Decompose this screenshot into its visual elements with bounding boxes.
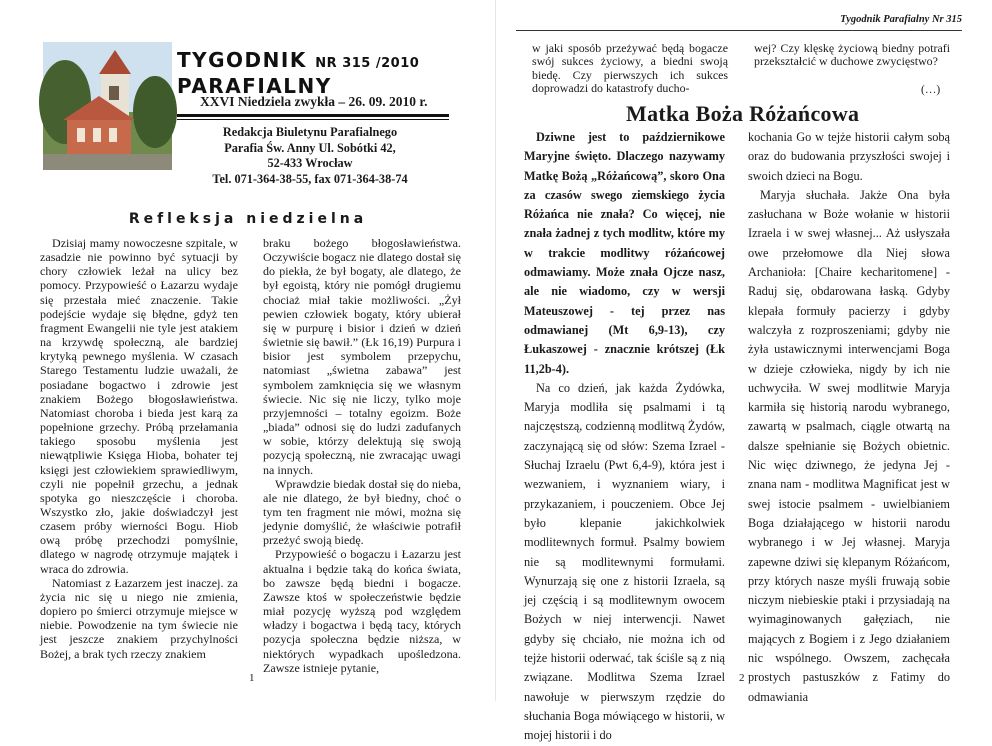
section-title: Refleksja niedzielna (128, 211, 368, 227)
article-title: Matka Boża Różańcowa (626, 101, 860, 126)
masthead-rule-thin (177, 119, 449, 120)
page-2 (496, 0, 992, 743)
editorial-address (190, 125, 430, 187)
article-column-2 (748, 128, 950, 707)
masthead-title-line2: PARAFIALNY (177, 74, 332, 98)
paragraph: Na co dzień, jak każda Żydówka, Maryja modliła się psalmami i tą najczęstszą, codzienną modlitwą Żydów, zaczynającą się od słów: Szema Izrael - Słuchaj Izraelu (Pwt 6,4-9), która jest i wezwaniem, i wyznaniem wiary, i przykazaniem, i pouczeniem. Obce Jej było klepanie jakichkolwiek modlitewnych formuł. Psalmy bowiem nie są modlitewnymi formułami. Wynurzają się one z historii Izraela, są jej częścią i są modlitewnym owocem Bożych w niej interwencji. Nawet gdyby się chciało, nie można ich od tejże historii oderwać, tak ściśle są z nią związane. Modlitwa Szema Izrael nawołuje w pierwszym rzędzie do słuchania Boga mówiącego w historii, w mojej historii i do (524, 380, 726, 743)
running-header: Tygodnik Parafialny Nr 315 (840, 14, 962, 25)
address-line: Tel. 071-364-38-55, fax 071-364-38-74 (212, 171, 408, 186)
paragraph: Przypowieść o bogaczu i Łazarzu jest aktualna i będzie taką do końca świata, bo zawsze będą biedni i bogacze. Zawsze ktoś w społeczeństwie będzie miał pozycję wyższą pod względem władzy i bogactwa i będą tacy, których pozycja społeczna będzie niższa, w niektórych wypadkach upośledzona. Zawsze istnieje pytanie, (263, 547, 461, 675)
article-column-2 (263, 236, 461, 675)
paragraph: kochania Go w tejże historii całym sobą oraz do budowania przyszłości swojej i swoich dzieci na Bogu. (748, 130, 950, 183)
issue-number: NR 315 /2010 (315, 56, 420, 71)
article-column-1 (524, 128, 725, 746)
page-number: 1 (249, 672, 255, 684)
paragraph: Natomiast z Łazarzem jest inaczej. za życia nic się u niego nie zmienia, dopiero po śmierci otrzymuje miejsce w niebie. Powodzenie na tym świecie nie jest jeszcze znakiem przychylności Bożej, a brak tych rzeczy znakiem (40, 575, 238, 661)
ellipsis: (…) (921, 84, 941, 96)
page-number: 2 (739, 672, 745, 684)
continuation-column-2: wej? Czy klęskę życiową biedny potrafi przekształcić w duchowe zwycięstwo? (754, 41, 950, 69)
church-photo (43, 42, 172, 170)
masthead-title (177, 49, 419, 98)
address-line: Redakcja Biuletynu Parafialnego (222, 125, 398, 139)
paragraph: Maryja słuchała. Jakże Ona była zasłuchana w Boże wołanie w historii Izraela i w swej własnej... Aż usłyszała owe przełomowe dla Niej słowa Archanioła: [Chaire kecharitomene] - Raduj się, obdarowana łaską. Gdyby klepała formuły pacierzy i gdyby walczyła z rozproszeniami; gdyby nie żyła ustawicznymi interwencjami Boga w dzieje człowieka, nigdy by ich nie uchwyciła. W swej modlitwie Maryja karmiła się historią narodu wybranego, zawartą w psalmach, ciągle otwartą na dalsze spełnianie się Bożych obietnic. Nic więc dziwnego, że jedyna Jej - znana nam - modlitwa Magnificat jest w swej istocie psalmem - uwielbianiem Boga działającego w historii narodu wybranego i w Jej własnej. Maryja zapewne dziwi się klepanym Różańcom, przy których nasze myśli fruwają sobie niczym niebieskie ptaki i przysiadają na wyimaginowanych gałęziach, nie mających z Bogiem i z Jego działaniem nic wspólnego. Owszem, zachęcała prostych pastuszków z Fatimy do odmawiania (748, 187, 950, 704)
paragraph: Dzisiaj mamy nowoczesne szpitale, w zasadzie nie powinno być sytuacji by chory człowiek leżał na ulicy bez pomocy. Przypowieść o Łazarzu wydaje się przestała mieć znaczenie. Takie podejście wydaje się błędne, gdyż ten fragment Ewangelii nie tyle jest atakiem na krzywdę społeczną, ale bardziej krytyką pewnego myślenia. W czasach Starego Testamentu ludzie uważali, że posiadane bogactwo i zdrowie jest znakiem Bożego błogosławieństwa. Natomiast choroba i bieda jest karą za popełnione grzechy. Próbą przełamania takiego sposobu myślenia jest niewątpliwie Księga Hioba, bohater tej księgi jest człowiekiem sprawiedliwym, czyli nie popełnił grzechu, a jednak spotyka go nieszczęście i choroba. Wszystko zło, jakie doświadczył jest czasem próby wierności Bogu. Hiob ową próbę przechodzi pomyślnie, dlatego w nagrodę otrzymuje majątek i wraca do zdrowia. (40, 236, 238, 576)
header-rule (516, 30, 962, 31)
paragraph: Wprawdzie biedak dostał się do nieba, ale nie dlatego, że był biedny, choć o tym ten fragment nie mówi, można się jedynie domyślić, że właściwie potrafił przeżyć swoją biedę. (263, 476, 461, 548)
masthead-subtitle: XXVI Niedziela zwykła – 26. 09. 2010 r. (200, 94, 428, 109)
article-column-1 (40, 236, 238, 661)
address-line: 52-433 Wrocław (267, 156, 353, 170)
continuation-column-1: w jaki sposób przeżywać będą bogacze swój sukces życiowy, a biedni swoją biedę. Czy pierwszych ich sukces doprowadzi do katastrofy ducho- (532, 41, 728, 96)
masthead-rule (177, 114, 449, 117)
address-line: Parafia Św. Anny Ul. Sobótki 42, (224, 140, 396, 155)
paragraph: braku bożego błogosławieństwa. Oczywiście bogacz nie dlatego dostał się do piekła, że był bogaty, ale dlatego, że był egoistą, który nie pomógł drugiemu chociaż miał takie możliwości. „Żył pewien człowiek bogaty, który ubierał się w purpurę i bisior i dzień w dzień świetnie się bawił.” (Łk 16,19) Purpura i bisior jest symbolem przepychu, natomiast „świetna zabawa” jest symbolem zamknięcia się we własnym świecie. Nic się nie liczy, tylko moje przyjemności – totalny egoizm. Boże „biada” odnosi się do ludzi zadufanych w sobie, którzy delektują się swoją pozycją społeczną, nie zwracając uwagi na innych. (263, 236, 461, 477)
masthead-title-line1: TYGODNIK (177, 48, 307, 72)
lead-paragraph: Dziwne jest to październikowe Maryjne święto. Dlaczego nazywamy Matkę Bożą „Różańcową”, skoro Ona za czasów swego ziemskiego życia Różańca nie znała? Co więcej, nie znała żadnej z tych modlitw, które my w trakcie modlitwy różańcowej odmawiamy. Może znała Ojcze nasz, ale nie wiadomo, czy w wersji Mateuszowej - tej przez nas odmawianej (Mt 6,9-13), czy Łukaszowej - znacznie krótszej (Łk 11,2b-4). (524, 130, 725, 376)
page-1 (0, 0, 496, 701)
